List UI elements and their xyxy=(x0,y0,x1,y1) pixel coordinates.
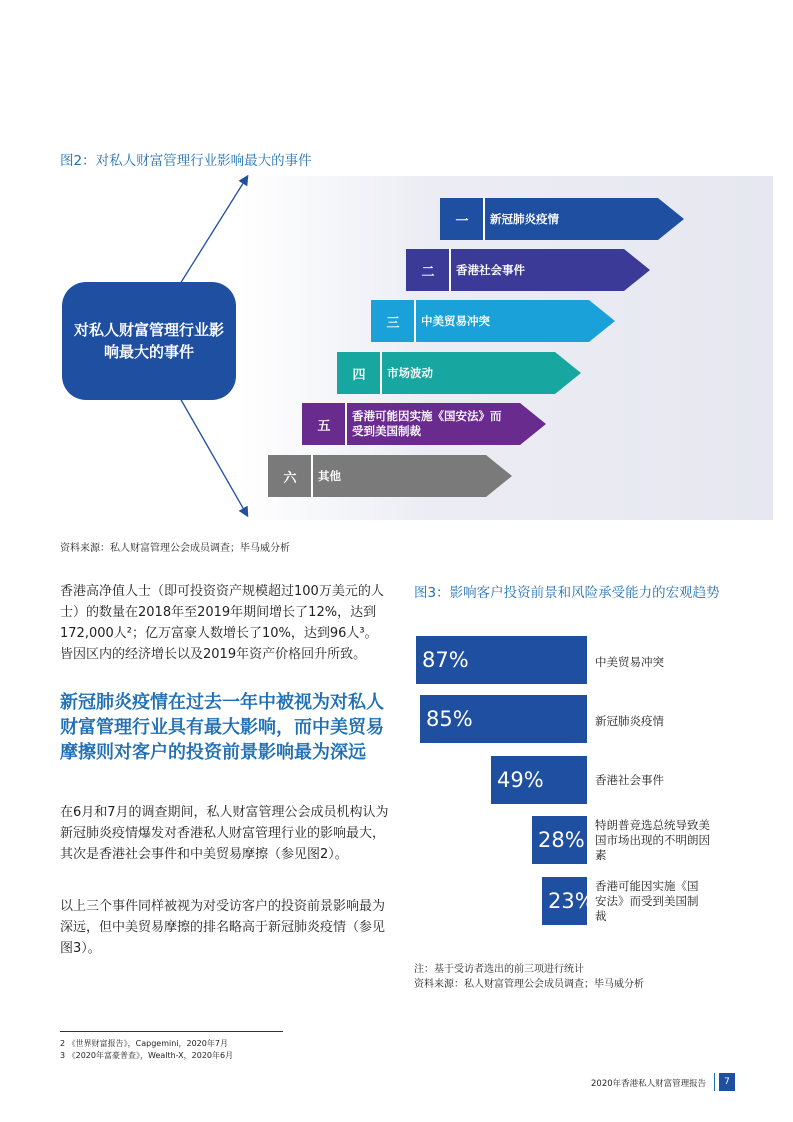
figure3-title: 图3：影响客户投资前景和风险承受能力的宏观趋势 xyxy=(414,585,720,601)
body-paragraph-2: 在6月和7月的调查期间，私人财富管理公会成员机构认为新冠肺炎疫情爆发对香港私人财富管理行业的影响最大，其次是香港社会事件和中美贸易摩擦（参见图2）。 xyxy=(60,805,389,862)
event-label: 香港可能因实施《国安法》而受到美国制裁 xyxy=(352,409,502,438)
footnote-2: 2 《世界财富报告》，Capgemini，2020年7月 xyxy=(60,1039,228,1048)
figure2-center-label: 对私人财富管理行业影响最大的事件 xyxy=(74,321,225,361)
event-rank: 五 xyxy=(317,418,331,434)
event-arrow-5 xyxy=(302,403,546,445)
footnotes xyxy=(60,1038,233,1062)
event-arrow-1 xyxy=(440,198,684,240)
bar: 28% xyxy=(532,816,587,864)
bar-category-label: 新冠肺炎疫情 xyxy=(595,714,664,728)
bar: 85% xyxy=(420,695,587,743)
bar: 49% xyxy=(491,756,587,804)
figure3-note-and-source xyxy=(414,962,644,992)
footer-report-title: 2020年香港私人财富管理报告 xyxy=(591,1079,707,1089)
event-rank: 二 xyxy=(421,264,435,280)
bar: 87% xyxy=(416,636,587,684)
event-rank: 六 xyxy=(283,470,297,486)
event-arrow-3 xyxy=(371,300,615,342)
event-label: 市场波动 xyxy=(387,365,433,380)
event-arrow-2 xyxy=(406,249,650,291)
event-label: 其他 xyxy=(318,468,341,483)
lower-connector-arrow xyxy=(180,398,247,515)
event-label: 香港社会事件 xyxy=(456,262,525,277)
body-paragraph-3: 以上三个事件同样被视为对受访客户的投资前景影响最为深远，但中美贸易摩擦的排名略高于新冠肺炎疫情（参见图3）。 xyxy=(60,899,386,956)
event-label: 中美贸易冲突 xyxy=(421,313,490,328)
event-label: 新冠肺炎疫情 xyxy=(490,211,559,226)
bar-category-label: 香港可能因实施《国安法》而受到美国制裁 xyxy=(595,879,699,923)
event-rank: 四 xyxy=(352,367,366,383)
upper-connector-arrow xyxy=(180,177,247,284)
figure3-source: 资料来源：私人财富管理公会成员调查；毕马威分析 xyxy=(414,979,644,990)
figure2-center-box xyxy=(62,282,236,400)
page-number: 7 xyxy=(719,1073,735,1091)
event-arrow-6 xyxy=(268,455,512,497)
figure2-title: 图2：对私人财富管理行业影响最大的事件 xyxy=(60,153,312,169)
bar-category-label: 特朗普竞选总统导致美国市场出现的不明朗因素 xyxy=(595,818,710,862)
event-rank: 三 xyxy=(386,315,400,331)
bar-category-label: 中美贸易冲突 xyxy=(595,655,664,669)
event-rank: 一 xyxy=(455,213,469,229)
body-paragraph-1: 香港高净值人士（即可投资资产规模超过100万美元的人士）的数量在2018年至2019年期间增长了12%，达到172,000人²；亿万富豪人数增长了10%，达到96人³。皆因区内的经济增长以及2019年资产价格回升所致。 xyxy=(60,584,384,662)
footnote-divider xyxy=(60,1031,283,1032)
figure3-note: 注：基于受访者选出的前三项进行统计 xyxy=(414,964,584,975)
event-arrow-4 xyxy=(337,352,581,394)
footnote-3: 3 《2020年富豪普查》，Wealth-X，2020年6月 xyxy=(60,1051,234,1060)
section-heading: 新冠肺炎疫情在过去一年中被视为对私人财富管理行业具有最大影响，而中美贸易摩擦则对客户的投资前景影响最为深远 xyxy=(60,692,384,763)
figure2-source: 资料来源：私人财富管理公会成员调查；毕马威分析 xyxy=(60,543,290,554)
bar: 23% xyxy=(542,877,587,925)
bar-category-label: 香港社会事件 xyxy=(595,773,664,787)
footer-divider xyxy=(714,1073,715,1091)
